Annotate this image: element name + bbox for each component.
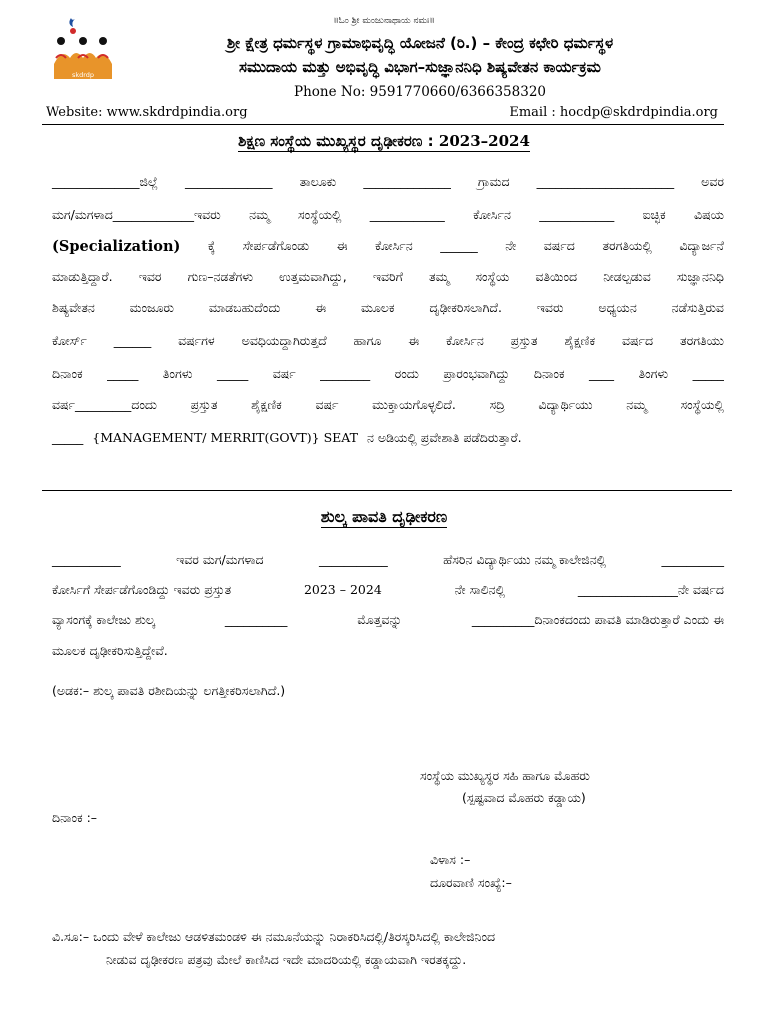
word: ಅಧ್ಯಯನ <box>598 300 637 315</box>
word: ಸುಜ್ಞಾನನಿಧಿ <box>676 269 724 284</box>
word: ಈ <box>315 300 327 315</box>
blank: ________ <box>320 366 371 381</box>
word: ಹಾಗೂ <box>353 333 382 348</box>
word: ಹೆಸರಿನ ವಿದ್ಯಾರ್ಥಿಯು ನಮ್ಮ ಕಾಲೇಜಿನಲ್ಲಿ <box>443 552 607 567</box>
word: ಶೈಕ್ಷಣಿಕ <box>564 333 596 348</box>
word: ಮಾಡಬಹುದೆಂದು <box>208 300 281 315</box>
blank: _____ <box>692 366 724 381</box>
word: ಉತ್ತಮವಾಗಿದ್ದು, <box>279 269 347 284</box>
blank: ____________ <box>369 207 445 222</box>
word: ವರ್ಷ <box>272 366 296 381</box>
section1-line-1 <box>52 174 724 190</box>
section1-title-text: ಶಿಕ್ಷಣ ಸಂಸ್ಥೆಯ ಮುಖ್ಯಸ್ಥರ ದೃಢೀಕರಣ : <box>238 132 434 150</box>
signature-label: ಸಂಸ್ಥೆಯ ಮುಖ್ಯಸ್ಥರ ಸಹಿ ಹಾಗೂ ಮೊಹರು <box>420 768 590 783</box>
blank: ______ <box>440 238 478 253</box>
word: ________________ನೇ ವರ್ಷದ <box>577 582 724 597</box>
word: ನಮ್ಮ <box>626 397 647 412</box>
word: ಮೂಲಕ ದೃಢೀಕರಿಸುತ್ತಿದ್ದೇವೆ. <box>52 643 168 658</box>
section1-line-9 <box>52 430 724 446</box>
organization-name: ಶ್ರೀ ಕ್ಷೇತ್ರ ಧರ್ಮಸ್ಥಳ ಗ್ರಾಮಾಭಿವೃದ್ಧಿ ಯೋಜನೆ (ರಿ.) – ಕೇಂದ್ರ ಕಛೇರಿ ಧರ್ಮಸ್ಥಳ <box>226 34 614 52</box>
word: ಪ್ರಸ್ತುತ <box>510 333 538 348</box>
invocation-text: ॥ಓಂ ಶ್ರೀ ಮಂಜುನಾಥಾಯ ನಮಃ॥ <box>333 16 435 26</box>
word: ನೀಡಲ್ಪಡುವ <box>603 269 651 284</box>
word: ವಿದ್ಯಾರ್ಥಿಯು <box>538 397 593 412</box>
blank: ____ <box>589 366 614 381</box>
word: ತಿಂಗಳು <box>638 366 669 381</box>
footer-note-line1: ವಿ.ಸೂ:– ಒಂದು ವೇಳೆ ಕಾಲೇಜು ಆಡಳಿತಮಂಡಳಿ ಈ ನಮೂನೆಯನ್ನು ನಿರಾಕರಿಸಿದಲ್ಲಿ/ತಿರಸ್ಕರಿಸಿದಲ್ಲಿ ಕಾಲೇಜಿನಿಂದ <box>52 929 496 944</box>
section1-title-year: 2023–2024 <box>438 132 530 150</box>
section1-title <box>0 132 768 150</box>
word: ತರಗತಿಯಲ್ಲಿ <box>602 238 652 253</box>
word: ಇವರು <box>536 300 564 315</box>
section-divider <box>42 490 732 491</box>
blank: ___________ <box>52 552 121 567</box>
word: ಮಂಜೂರು <box>129 300 175 315</box>
word: ವರ್ಷದ <box>622 333 654 348</box>
department-name: ಸಮುದಾಯ ಮತ್ತು ಅಭಿವೃದ್ಧಿ ವಿಭಾಗ–ಸುಜ್ಞಾನನಿಧಿ ಶಿಷ್ಯವೇತನ ಕಾರ್ಯಕ್ರಮ <box>239 58 601 76</box>
section2-line-1 <box>52 552 724 568</box>
word: ವರ್ಷದ <box>543 238 575 253</box>
phone-number: Phone No: 9591770660/6366358320 <box>294 84 546 100</box>
word: ವ್ಯಾಸಂಗಕ್ಕೆ ಕಾಲೇಜು ಶುಲ್ಕ <box>52 612 156 627</box>
word: ಐಚ್ಛಿಕ <box>642 207 666 222</box>
word: ತಾಲೂಕು <box>299 174 337 189</box>
section1-line-7 <box>52 366 724 382</box>
word: ದಿನಾಂಕ <box>533 366 565 381</box>
word: ಗುಣ–ನಡತೆಗಳು <box>187 269 254 284</box>
blank: _____ <box>216 366 249 381</box>
footer-note-line2: ನೀಡುವ ದೃಢೀಕರಣ ಪತ್ರವು ಮೇಲೆ ಕಾಣಿಸಿದ ಇದೇ ಮಾದರಿಯಲ್ಲಿ ಕಡ್ಡಾಯವಾಗಿ ಇರತಕ್ಕದ್ದು. <box>106 952 467 967</box>
section2-title <box>0 507 768 527</box>
blank: ____________ <box>539 207 615 222</box>
word: ಕ್ಕೆ <box>207 238 216 253</box>
word: ವತಿಯಿಂದ <box>535 269 578 284</box>
word: ನೇ <box>505 238 517 253</box>
section1-line-5 <box>52 300 724 316</box>
academic-year: 2023 – 2024 <box>303 582 382 597</box>
word: ತಿಂಗಳು <box>162 366 193 381</box>
word: ಸಂಸ್ಥೆಯ <box>475 269 510 284</box>
word: ಅವರ <box>701 174 724 189</box>
blank: ______________________ <box>536 174 675 189</box>
section2-line-2 <box>52 582 724 598</box>
word: ಮಾಡುತ್ತಿದ್ದಾರೆ. <box>52 269 113 284</box>
word: ಮೂಲಕ <box>360 300 395 315</box>
word: ತಮ್ಮ <box>428 269 450 284</box>
seat-type-label: {MANAGEMENT/ MERRIT(GOVT)} SEAT <box>92 430 358 445</box>
word: ದೃಢೀಕರಿಸಲಾಗಿದೆ. <box>429 300 502 315</box>
email-text: Email : hocdp@skdrdpindia.org <box>509 105 718 120</box>
word: ವರ್ಷಗಳ <box>178 333 215 348</box>
word: ದಿನಾಂಕ <box>52 366 83 381</box>
blank: __________ <box>661 552 724 567</box>
blank: ___________ <box>318 552 388 567</box>
word: ಗ್ರಾಮದ <box>477 174 510 189</box>
blank: _____ <box>52 430 84 445</box>
word: ಇವರ ಮಗ/ಮಗಳಾದ <box>176 552 264 567</box>
word: ಕೋರ್ಸಿನ <box>374 238 413 253</box>
word: ______________ಜಿಲ್ಲೆ <box>52 174 158 189</box>
word: ರಂದು <box>394 366 419 381</box>
word: __________ದಿನಾಂಕದಂದು ಪಾವತಿ ಮಾಡಿರುತ್ತಾರೆ ಎಂದು ಈ <box>471 612 724 627</box>
word: ವಿದ್ಯಾರ್ಜನೆ <box>679 238 724 253</box>
word: ಸದ್ರಿ <box>489 397 505 412</box>
word: ಕೋರ್ಸಿಗೆ ಸೇರ್ಪಡೆಗೊಂಡಿದ್ದು ಇವರು ಪ್ರಸ್ತುತ <box>52 582 232 597</box>
section2-title-text: ಶುಲ್ಕ ಪಾವತಿ ದೃಢೀಕರಣ <box>320 507 448 526</box>
word: ಪ್ರಾರಂಭವಾಗಿದ್ದು <box>443 366 510 381</box>
word: ಕೋರ್ಸ್ <box>52 333 87 348</box>
enclosure-note: (ಅಡಕ:– ಶುಲ್ಕ ಪಾವತಿ ರಶೀದಿಯನ್ನು ಲಗತ್ತೀಕರಿಸಲಾಗಿದೆ.) <box>52 683 286 698</box>
word: ಕೋರ್ಸಿನ <box>446 333 484 348</box>
logo-text: skdrdp <box>71 71 95 79</box>
word: ಪ್ರಸ್ತುತ <box>190 397 218 412</box>
blank: ______________ <box>185 174 273 189</box>
word: ಮಗ/ಮಗಳಾದ_____________ಇವರು <box>52 207 221 222</box>
specialization-label: (Specialization) <box>52 238 181 255</box>
word: ಮೊತ್ತವನ್ನು <box>357 612 403 627</box>
date-label: ದಿನಾಂಕ :– <box>52 810 98 825</box>
word: ಸಂಸ್ಥೆಯಲ್ಲಿ <box>680 397 724 412</box>
word: ಸೇರ್ಪಡೆಗೊಂಡು <box>242 238 310 253</box>
word: ನಡೆಸುತ್ತಿರುವ <box>671 300 724 315</box>
section1-line-6 <box>52 333 724 349</box>
header-divider <box>42 124 724 125</box>
blank: ______________ <box>363 174 451 189</box>
word: ಕೋರ್ಸಿನ <box>473 207 511 222</box>
word: ಶಿಷ್ಯವೇತನ <box>52 300 95 315</box>
word: ಅವಧಿಯದ್ದಾಗಿರುತ್ತದೆ <box>241 333 327 348</box>
blank: ______ <box>113 333 152 348</box>
word: ವರ್ಷ_________ದಂದು <box>52 397 157 412</box>
blank: __________ <box>224 612 288 627</box>
word: ಇವರಿಗೆ <box>372 269 403 284</box>
address-label: ವಿಳಾಸ :– <box>430 852 471 867</box>
word: ನಮ್ಮ <box>249 207 270 222</box>
website-text: Website: www.skdrdpindia.org <box>46 105 248 120</box>
word: ವರ್ಷ <box>315 397 339 412</box>
word: ಇವರ <box>138 269 162 284</box>
section1-line-4 <box>52 269 724 285</box>
word: ಶೈಕ್ಷಣಿಕ <box>251 397 282 412</box>
seal-note: (ಸ್ಪಷ್ಟವಾದ ಮೊಹರು ಕಡ್ಡಾಯ) <box>462 790 586 805</box>
section1-line-2 <box>52 207 724 223</box>
phone-label: ದೂರವಾಣಿ ಸಂಖ್ಯೆ:– <box>430 875 512 890</box>
word: ನ ಅಡಿಯಲ್ಲಿ ಪ್ರವೇಶಾತಿ ಪಡೆದಿರುತ್ತಾರೆ. <box>366 430 522 445</box>
section1-line-8 <box>52 397 724 413</box>
word: ಸಂಸ್ಥೆಯಲ್ಲಿ <box>298 207 342 222</box>
word: ತರಗತಿಯು <box>680 333 724 348</box>
word: ಮುಕ್ತಾಯಗೊಳ್ಳಲಿದೆ. <box>372 397 456 412</box>
word: ವಿಷಯ <box>694 207 724 222</box>
word: ಈ <box>408 333 420 348</box>
blank: _____ <box>107 366 139 381</box>
word: ನೇ ಸಾಲಿನಲ್ಲಿ <box>454 582 506 597</box>
section2-line-4 <box>52 643 724 659</box>
section2-line-3 <box>52 612 724 628</box>
section1-line-3 <box>52 238 724 255</box>
word: ಈ <box>336 238 348 253</box>
